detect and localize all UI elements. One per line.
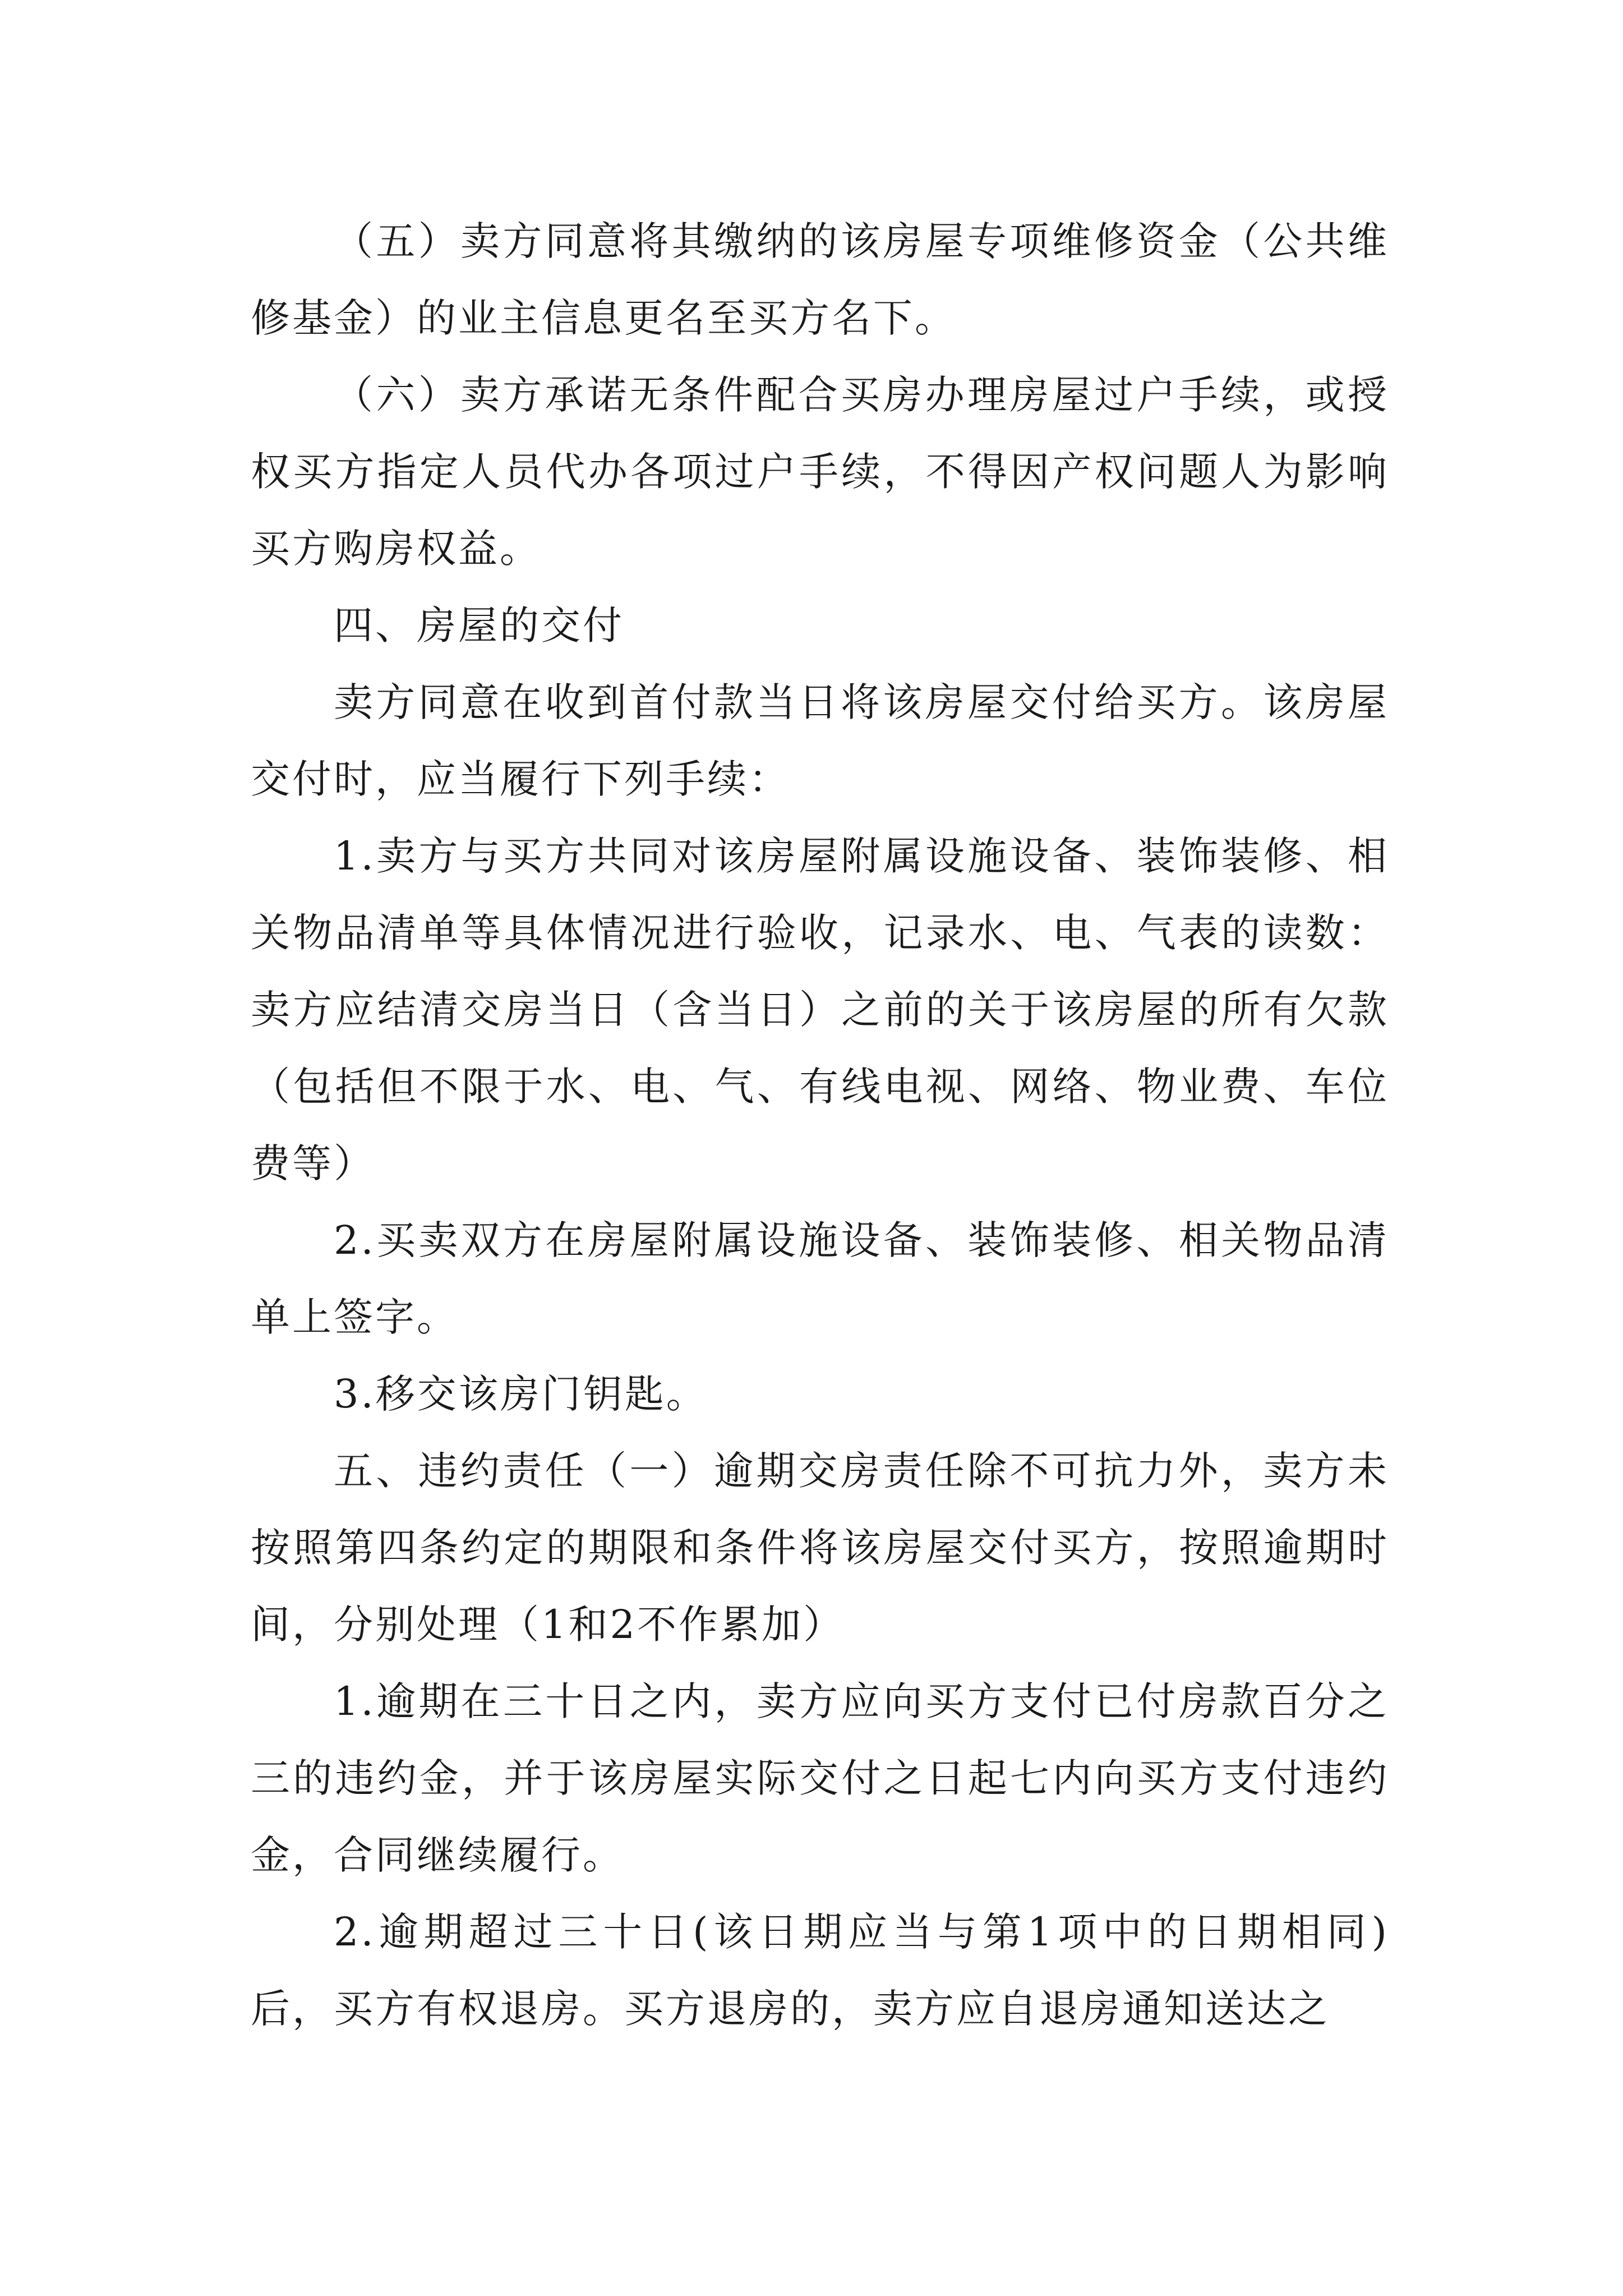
paragraph-breach-liability: 五、违约责任（一）逾期交房责任除不可抗力外，卖方未按照第四条约定的期限和条件将该房屋交付买方，按照逾期时间，分别处理（1和2不作累加） [251,1448,1389,1648]
paragraph-breach-item-1: 1.逾期在三十日之内，卖方应向买方支付已付房款百分之三的违约金，并于该房屋实际交付之日起七内向买方支付违约金，合同继续履行。 [251,1678,1389,1878]
section-heading-delivery: 四、房屋的交付 [334,602,624,648]
paragraph-delivery-item-1: 1.卖方与买方共同对该房屋附属设施设备、装饰装修、相关物品清单等具体情况进行验收，记录水、电、气表的读数：卖方应结清交房当日（含当日）之前的关于该房屋的所有欠款（包括但不限于水、电、气、有线电视、网络、物业费、车位费等） [251,833,1389,1186]
paragraph-transfer-cooperation: （六）卖方承诺无条件配合买房办理房屋过户手续，或授权买方指定人员代办各项过户手续，不得因产权问题人为影响买方购房权益。 [251,372,1389,572]
paragraph-maintenance-fund: （五）卖方同意将其缴纳的该房屋专项维修资金（公共维修基金）的业主信息更名至买方名下。 [251,218,1389,341]
paragraph-delivery-item-2: 2.买卖双方在房屋附属设施设备、装饰装修、相关物品清单上签字。 [251,1217,1389,1340]
paragraph-delivery-item-3: 3.移交该房门钥匙。 [334,1371,708,1417]
document-body [251,203,1389,2047]
paragraph-delivery-intro: 卖方同意在收到首付款当日将该房屋交付给买方。该房屋交付时，应当履行下列手续： [251,679,1389,802]
paragraph-breach-item-2: 2.逾期超过三十日(该日期应当与第1项中的日期相同)后，买方有权退房。买方退房的，卖方应自退房通知送达之 [251,1909,1389,2032]
